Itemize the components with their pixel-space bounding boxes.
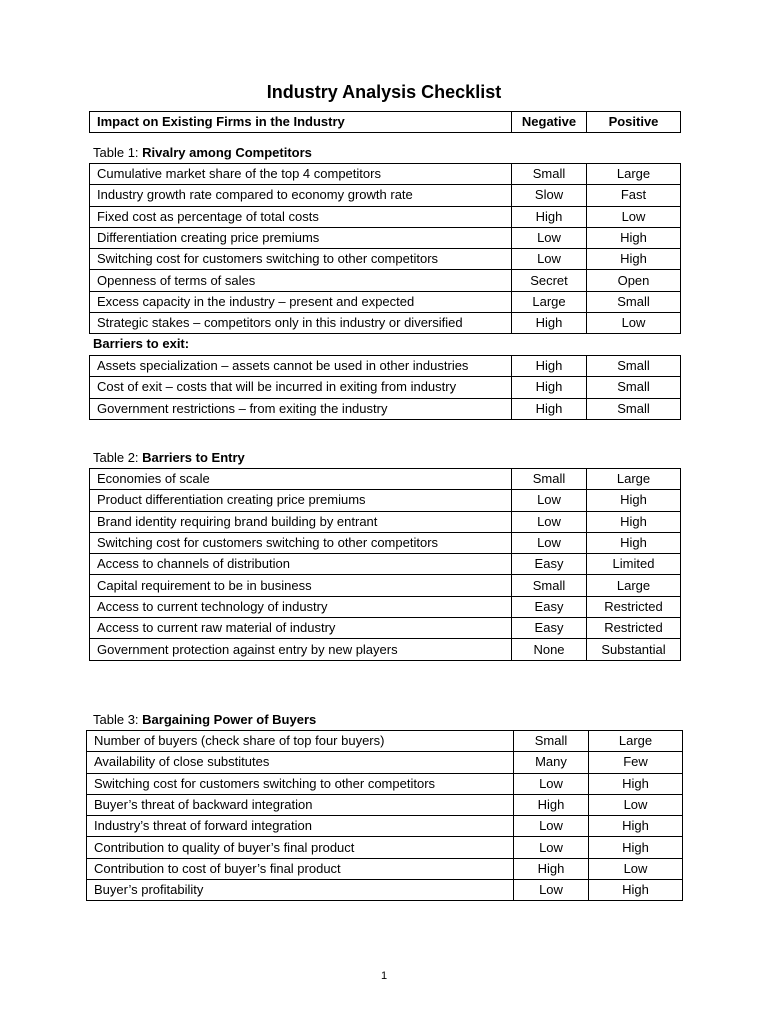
factor-cell: Switching cost for customers switching to other competitors xyxy=(90,532,512,553)
negative-cell: High xyxy=(514,794,589,815)
table-row xyxy=(90,249,681,270)
factor-cell: Contribution to cost of buyer’s final product xyxy=(87,858,514,879)
positive-cell: Large xyxy=(587,575,681,596)
header-table xyxy=(89,111,681,133)
factor-cell: Capital requirement to be in business xyxy=(90,575,512,596)
table1-caption: Table 1: Rivalry among Competitors xyxy=(93,145,312,160)
barriers-exit-table xyxy=(89,355,681,420)
positive-cell: High xyxy=(589,773,683,794)
positive-cell: Limited xyxy=(587,554,681,575)
factor-cell: Industry growth rate compared to economy growth rate xyxy=(90,185,512,206)
table-row xyxy=(90,554,681,575)
negative-cell: Easy xyxy=(512,554,587,575)
negative-cell: None xyxy=(512,639,587,660)
header-positive: Positive xyxy=(587,112,681,133)
positive-cell: Low xyxy=(587,206,681,227)
positive-cell: Large xyxy=(587,469,681,490)
factor-cell: Fixed cost as percentage of total costs xyxy=(90,206,512,227)
positive-cell: High xyxy=(587,511,681,532)
factor-cell: Industry’s threat of forward integration xyxy=(87,816,514,837)
factor-cell: Government restrictions – from exiting the industry xyxy=(90,398,512,419)
negative-cell: Easy xyxy=(512,618,587,639)
negative-cell: Low xyxy=(512,532,587,553)
table-row xyxy=(90,618,681,639)
factor-cell: Buyer’s profitability xyxy=(87,880,514,901)
factor-cell: Assets specialization – assets cannot be used in other industries xyxy=(90,356,512,377)
factor-cell: Number of buyers (check share of top four buyers) xyxy=(87,731,514,752)
factor-cell: Openness of terms of sales xyxy=(90,270,512,291)
positive-cell: Substantial xyxy=(587,639,681,660)
factor-cell: Differentiation creating price premiums xyxy=(90,227,512,248)
positive-cell: Small xyxy=(587,377,681,398)
positive-cell: High xyxy=(589,816,683,837)
table-row xyxy=(90,227,681,248)
factor-cell: Buyer’s threat of backward integration xyxy=(87,794,514,815)
table-row xyxy=(90,511,681,532)
negative-cell: Many xyxy=(514,752,589,773)
table2 xyxy=(89,468,681,661)
table-row xyxy=(87,731,683,752)
factor-cell: Access to current technology of industry xyxy=(90,596,512,617)
table2-caption: Table 2: Barriers to Entry xyxy=(93,450,245,465)
negative-cell: Low xyxy=(514,837,589,858)
negative-cell: Low xyxy=(512,490,587,511)
table-row xyxy=(87,794,683,815)
negative-cell: High xyxy=(512,206,587,227)
table-row xyxy=(90,164,681,185)
table-row xyxy=(87,752,683,773)
factor-cell: Cost of exit – costs that will be incurred in exiting from industry xyxy=(90,377,512,398)
negative-cell: Large xyxy=(512,291,587,312)
factor-cell: Cumulative market share of the top 4 competitors xyxy=(90,164,512,185)
factor-cell: Access to channels of distribution xyxy=(90,554,512,575)
negative-cell: Secret xyxy=(512,270,587,291)
header-row xyxy=(90,112,681,133)
table-row xyxy=(90,639,681,660)
barriers-exit-label: Barriers to exit: xyxy=(93,336,190,351)
positive-cell: Small xyxy=(587,398,681,419)
table-row xyxy=(90,532,681,553)
page-number: 1 xyxy=(380,970,388,982)
negative-cell: Low xyxy=(514,773,589,794)
positive-cell: Small xyxy=(587,356,681,377)
negative-cell: Small xyxy=(514,731,589,752)
factor-cell: Economies of scale xyxy=(90,469,512,490)
positive-cell: Small xyxy=(587,291,681,312)
negative-cell: Small xyxy=(512,575,587,596)
page-title: Industry Analysis Checklist xyxy=(266,82,502,102)
positive-cell: High xyxy=(587,249,681,270)
positive-cell: High xyxy=(587,532,681,553)
header-impact: Impact on Existing Firms in the Industry xyxy=(90,112,512,133)
factor-cell: Contribution to quality of buyer’s final product xyxy=(87,837,514,858)
factor-cell: Switching cost for customers switching to other competitors xyxy=(90,249,512,270)
negative-cell: Slow xyxy=(512,185,587,206)
table-row xyxy=(90,206,681,227)
table-row xyxy=(90,377,681,398)
table-row xyxy=(90,356,681,377)
table-row xyxy=(90,291,681,312)
positive-cell: Low xyxy=(589,858,683,879)
positive-cell: Restricted xyxy=(587,596,681,617)
table-row xyxy=(90,490,681,511)
factor-cell: Government protection against entry by new players xyxy=(90,639,512,660)
table-row xyxy=(90,313,681,334)
negative-cell: High xyxy=(512,398,587,419)
negative-cell: High xyxy=(512,377,587,398)
positive-cell: Few xyxy=(589,752,683,773)
factor-cell: Product differentiation creating price premiums xyxy=(90,490,512,511)
negative-cell: Low xyxy=(512,249,587,270)
table-row xyxy=(90,398,681,419)
factor-cell: Strategic stakes – competitors only in this industry or diversified xyxy=(90,313,512,334)
negative-cell: High xyxy=(512,356,587,377)
positive-cell: Fast xyxy=(587,185,681,206)
table3 xyxy=(86,730,683,901)
positive-cell: Open xyxy=(587,270,681,291)
header-negative: Negative xyxy=(512,112,587,133)
positive-cell: Low xyxy=(589,794,683,815)
table-row xyxy=(90,185,681,206)
factor-cell: Switching cost for customers switching to other competitors xyxy=(87,773,514,794)
negative-cell: Low xyxy=(512,511,587,532)
table1 xyxy=(89,163,681,334)
positive-cell: Large xyxy=(587,164,681,185)
table3-caption: Table 3: Bargaining Power of Buyers xyxy=(93,712,317,727)
positive-cell: High xyxy=(587,227,681,248)
negative-cell: High xyxy=(512,313,587,334)
negative-cell: High xyxy=(514,858,589,879)
positive-cell: High xyxy=(589,880,683,901)
table-row xyxy=(90,575,681,596)
negative-cell: Small xyxy=(512,164,587,185)
table-row xyxy=(87,816,683,837)
positive-cell: Low xyxy=(587,313,681,334)
negative-cell: Low xyxy=(512,227,587,248)
factor-cell: Excess capacity in the industry – present and expected xyxy=(90,291,512,312)
negative-cell: Small xyxy=(512,469,587,490)
table-row xyxy=(87,880,683,901)
positive-cell: High xyxy=(587,490,681,511)
table-row xyxy=(90,270,681,291)
positive-cell: High xyxy=(589,837,683,858)
factor-cell: Availability of close substitutes xyxy=(87,752,514,773)
factor-cell: Brand identity requiring brand building by entrant xyxy=(90,511,512,532)
factor-cell: Access to current raw material of industry xyxy=(90,618,512,639)
table-row xyxy=(87,858,683,879)
positive-cell: Large xyxy=(589,731,683,752)
negative-cell: Easy xyxy=(512,596,587,617)
positive-cell: Restricted xyxy=(587,618,681,639)
table-row xyxy=(90,469,681,490)
negative-cell: Low xyxy=(514,880,589,901)
table-row xyxy=(87,837,683,858)
negative-cell: Low xyxy=(514,816,589,837)
table-row xyxy=(90,596,681,617)
table-row xyxy=(87,773,683,794)
